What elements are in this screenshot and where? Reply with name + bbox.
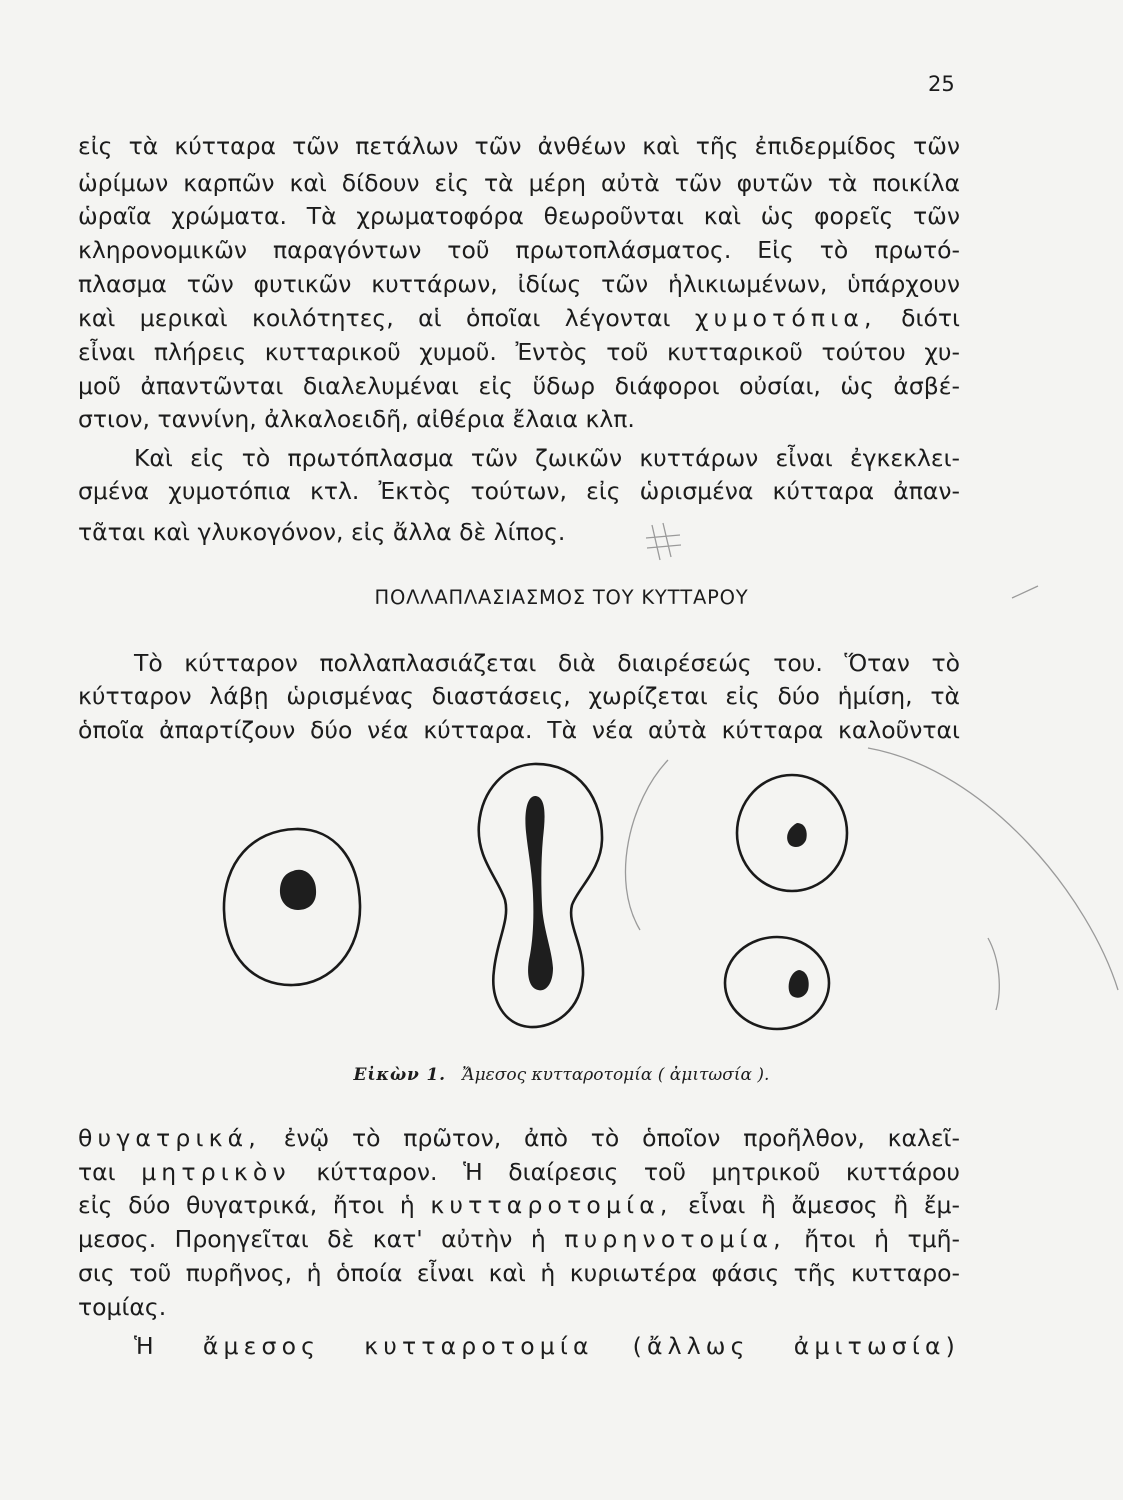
daughter-cell-top bbox=[737, 775, 847, 891]
text-line: Καὶ εἰς τὸ πρωτόπλασμα τῶν ζωικῶν κυττάρων εἶναι ἐγκεκλει- bbox=[134, 444, 960, 472]
text-line: ὁποῖα ἀπαρτίζουν δύο νέα κύτταρα. Τὰ νέα αὐτὰ κύτταρα καλοῦνται bbox=[78, 716, 960, 744]
cell-dividing bbox=[479, 764, 602, 1027]
daughter-cell-bottom bbox=[725, 937, 829, 1029]
text-line: σις τοῦ πυρῆνος, ἡ ὁποία εἶναι καὶ ἡ κυριωτέρα φάσις τῆς κυτταρο- bbox=[78, 1259, 960, 1287]
text-run: εἶναι ἢ ἄμεσος ἢ ἔμ- bbox=[688, 1191, 960, 1219]
text-line: εἶναι πλήρεις κυτταρικοῦ χυμοῦ. Ἐντὸς τοῦ κυτταρικοῦ τούτου χυ- bbox=[78, 338, 960, 366]
nucleus-dividing bbox=[525, 796, 553, 990]
text-run: κύτταρον. Ἡ διαίρεσις τοῦ μητρικοῦ κυττάρου bbox=[316, 1158, 960, 1186]
text-line: κληρονομικῶν παραγόντων τοῦ πρωτοπλάσματος. Εἰς τὸ πρωτό- bbox=[78, 236, 960, 264]
spaced-term: Ἡ ἄμεσος κυτταροτομία bbox=[134, 1332, 594, 1360]
spaced-term: μητρικὸν bbox=[141, 1158, 291, 1186]
text-line: ὡραῖα χρώματα. Τὰ χρωματοφόρα θεωροῦνται καὶ ὡς φορεῖς τῶν bbox=[78, 202, 960, 230]
text-run: διότι bbox=[901, 304, 960, 332]
text-line: μοῦ ἀπαντῶνται διαλελυμέναι εἰς ὕδωρ διάφοροι οὐσίαι, ὡς ἀσβέ- bbox=[78, 372, 960, 400]
text-line: τομίας. bbox=[78, 1293, 167, 1321]
text-run: μεσος. Προηγεῖται δὲ κατ' αὐτὴν ἡ bbox=[78, 1225, 546, 1253]
text-line bbox=[78, 1191, 960, 1220]
text-run: ἤτοι ἡ τμῆ- bbox=[804, 1225, 960, 1253]
cell-membrane bbox=[725, 937, 829, 1029]
cell-nucleus bbox=[280, 870, 316, 910]
text-line: Τὸ κύτταρον πολλαπλασιάζεται διὰ διαιρέσεώς του. Ὅταν τὸ bbox=[134, 649, 960, 677]
spaced-term: θυγατρικά, bbox=[78, 1124, 261, 1152]
text-line bbox=[78, 1225, 960, 1254]
text-line: κύτταρον λάβῃ ὡρισμένας διαστάσεις, χωρίζεται εἰς δύο ἡμίση, τὰ bbox=[78, 682, 960, 710]
text-line bbox=[78, 1158, 960, 1187]
page-number: 25 bbox=[928, 72, 955, 96]
text-run: ἐνῷ τὸ πρῶτον, ἀπὸ τὸ ὁποῖον προῆλθον, καλεῖ- bbox=[283, 1124, 960, 1152]
text-line bbox=[134, 1332, 960, 1361]
text-line: τᾶται καὶ γλυκογόνον, εἰς ἄλλα δὲ λίπος. bbox=[78, 518, 566, 546]
text-run: εἰς δύο θυγατρικά, ἤτοι ἡ bbox=[78, 1191, 415, 1219]
cell-nucleus bbox=[789, 970, 809, 998]
text-line: πλασμα τῶν φυτικῶν κυττάρων, ἰδίως τῶν ἡλικιωμένων, ὑπάρχουν bbox=[78, 270, 960, 298]
spaced-term: πυρηνοτομία, bbox=[564, 1225, 786, 1253]
text-line: εἰς τὰ κύτταρα τῶν πετάλων τῶν ἀνθέων καὶ τῆς ἐπιδερμίδος τῶν bbox=[78, 132, 960, 160]
text-line: σμένα χυμοτόπια κτλ. Ἐκτὸς τούτων, εἰς ὡρισμένα κύτταρα ἀπαν- bbox=[78, 477, 960, 505]
spaced-term: χυμοτόπια, bbox=[694, 304, 877, 332]
text-run: ται bbox=[78, 1158, 116, 1186]
spaced-term: κυτταροτομία, bbox=[430, 1191, 673, 1219]
text-line bbox=[78, 1124, 960, 1153]
text-line: ὡρίμων καρπῶν καὶ δίδουν εἰς τὰ μέρη αὐτὰ τῶν φυτῶν τὰ ποικίλα bbox=[78, 169, 960, 197]
figure-caption-text: Ἄμεσος κυτταροτομία ( ἀμιτωσία ). bbox=[462, 1065, 770, 1085]
cell-resting bbox=[224, 829, 360, 985]
pencil-marks bbox=[625, 523, 1118, 1010]
text-run: καὶ μερικαὶ κοιλότητες, αἱ ὁποῖαι λέγονται bbox=[78, 304, 671, 332]
section-heading: ΠΟΛΛΑΠΛΑΣΙΑΣΜΟΣ ΤΟΥ ΚΥΤΤΑΡΟΥ bbox=[374, 586, 749, 609]
figure-label: Εἰκὼν 1. bbox=[353, 1065, 446, 1085]
cell-nucleus bbox=[787, 823, 807, 847]
figure-caption bbox=[0, 1065, 1123, 1085]
spaced-term: (ἄλλως ἀμιτωσία) bbox=[632, 1332, 960, 1360]
text-line: στιον, ταννίνη, ἀλκαλοειδῆ, αἰθέρια ἔλαια κλπ. bbox=[78, 405, 635, 433]
